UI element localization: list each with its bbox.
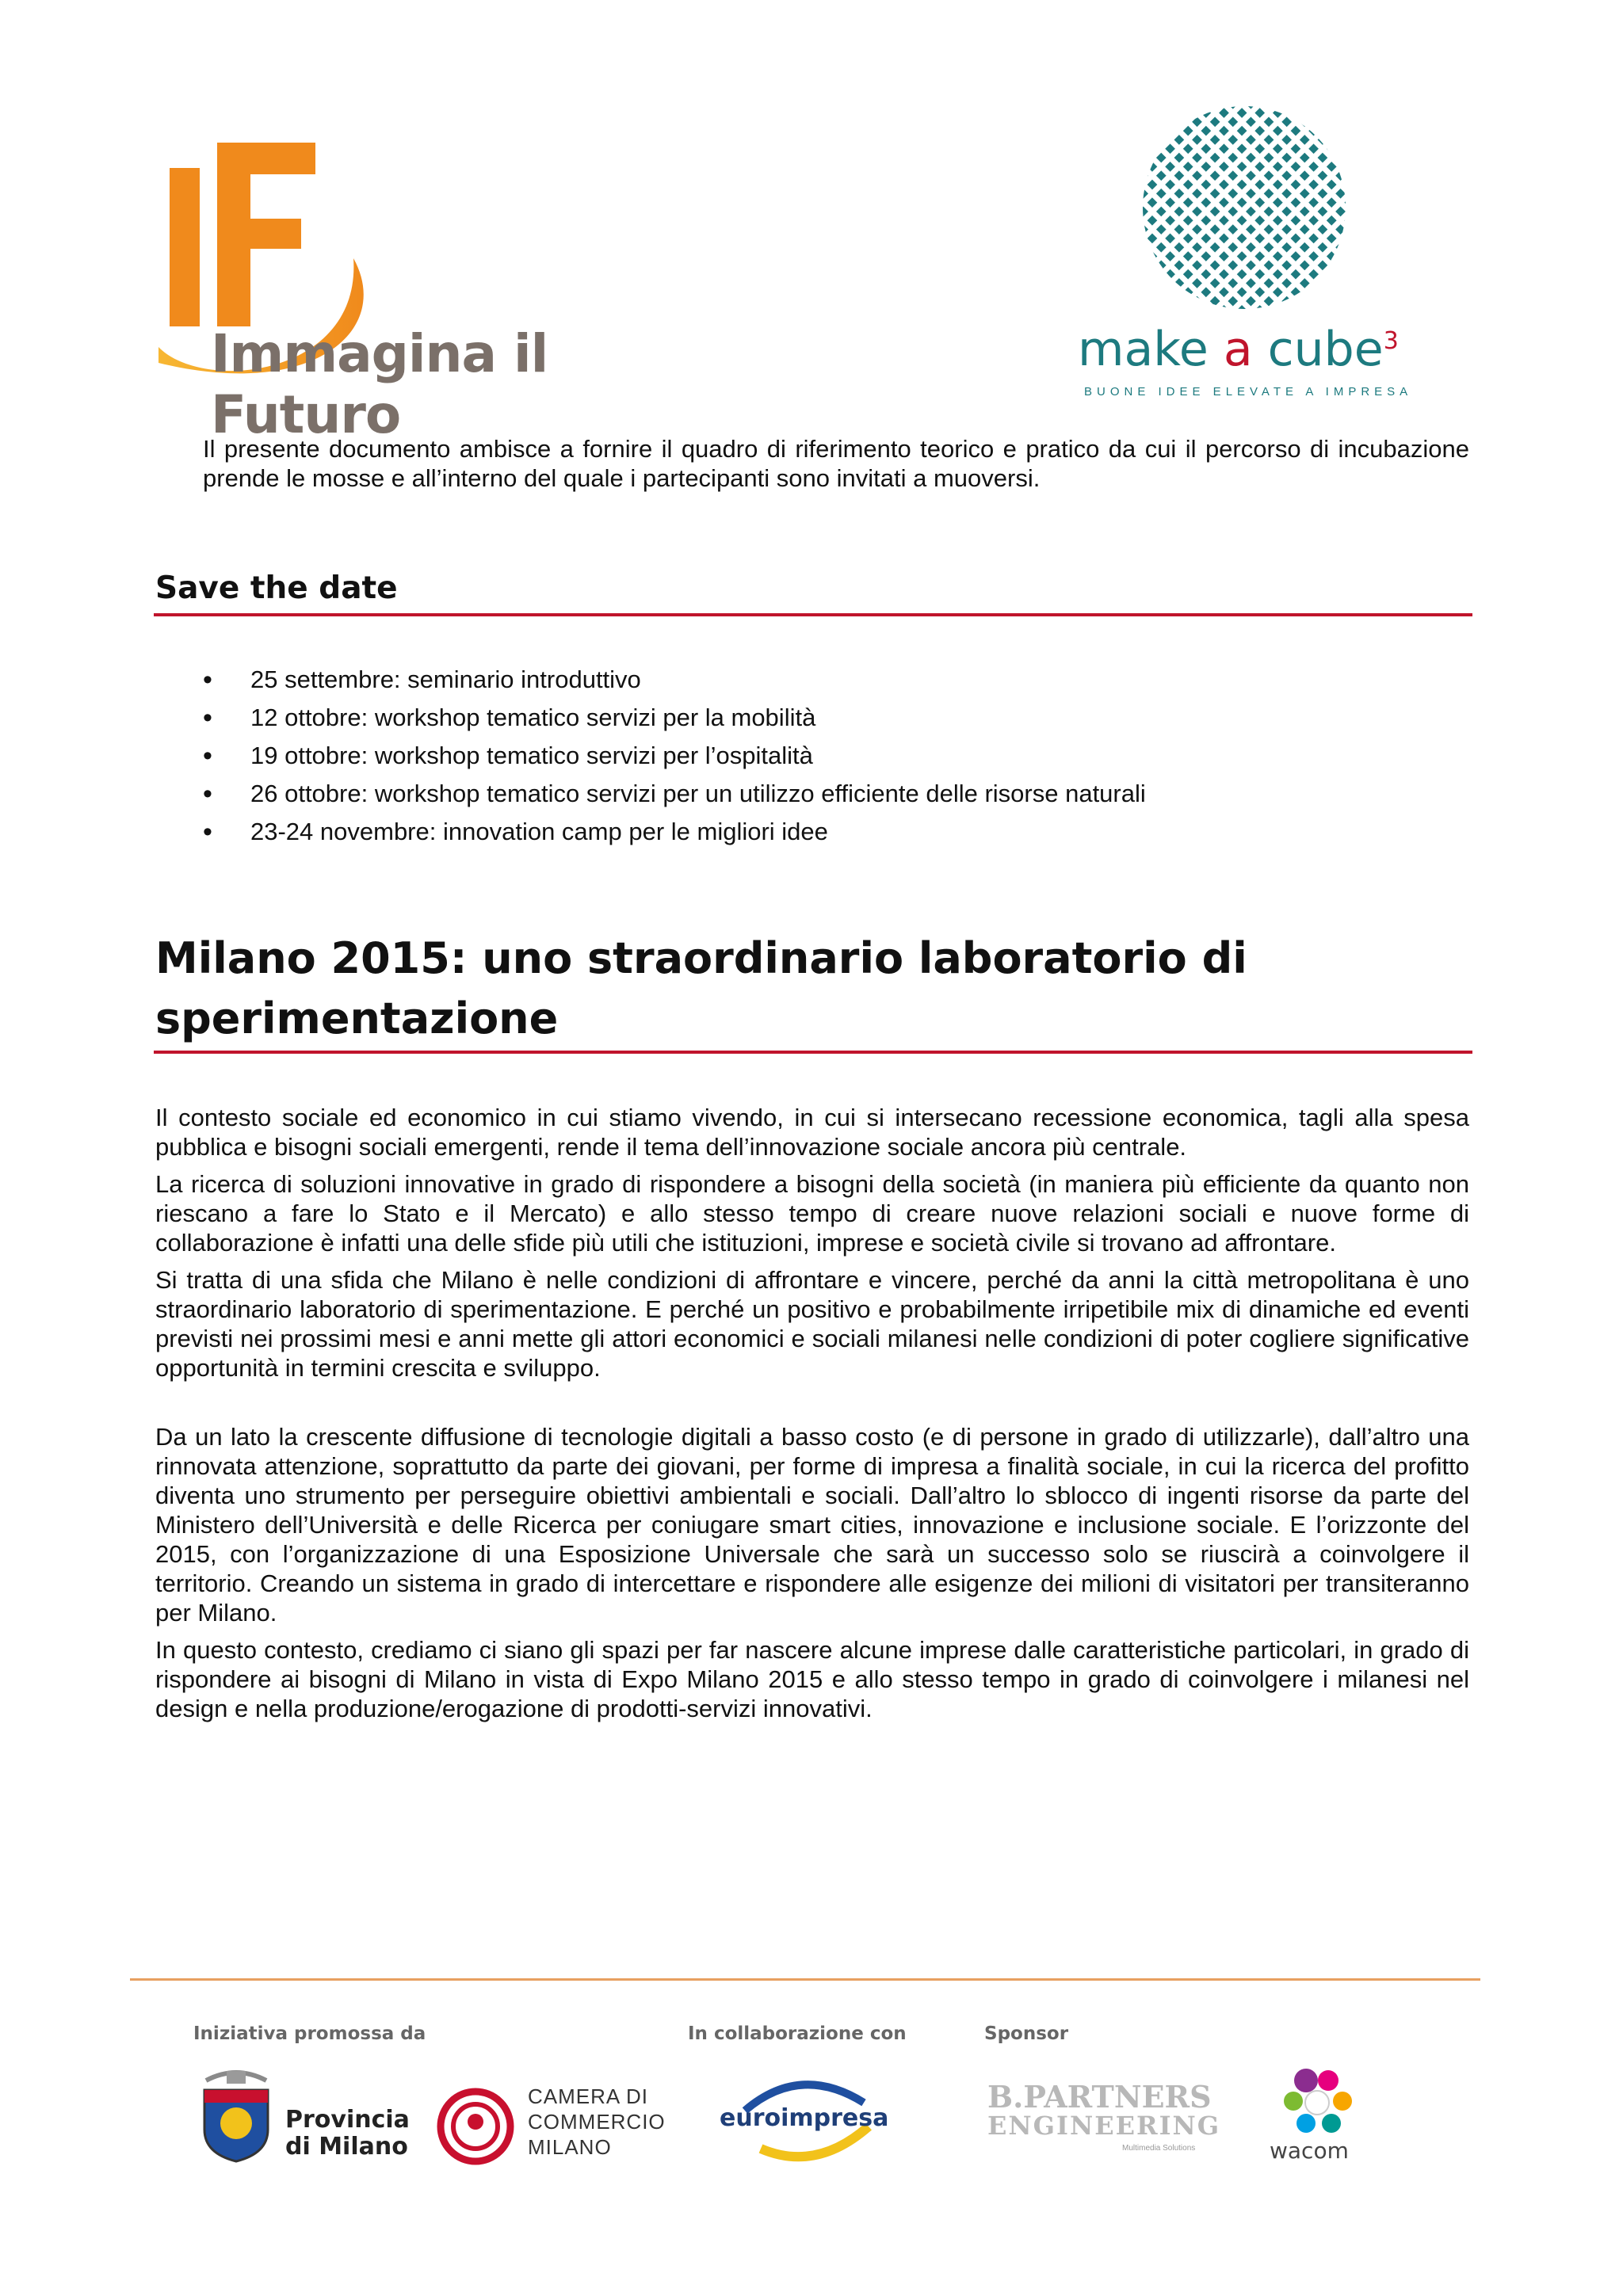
paragraph-1: Il contesto sociale ed economico in cui stiamo vivendo, in cui si intersecano recessione economica, tagli alla spesa pubblica e bisogni sociali emergenti, rende il tema dell’innovazione sociale ancora più centrale. — [155, 1104, 1469, 1161]
bpartners-line2: ENGINEERING — [987, 2111, 1221, 2141]
section-heading-line2: sperimentazione — [155, 994, 559, 1043]
footer-label-sponsor: Sponsor — [984, 2023, 1069, 2044]
list-item: • 25 settembre: seminario introduttivo — [203, 661, 1471, 699]
euroimpresa-logo — [713, 2071, 896, 2166]
list-item: • 19 ottobre: workshop tematico servizi per l’ospitalità — [203, 737, 1471, 775]
section-body — [155, 1103, 1469, 1723]
make-a-cube-logo — [1078, 97, 1450, 398]
cube-superscript: 3 — [1383, 327, 1399, 355]
paragraph-3: Si tratta di una sfida che Milano è nelle condizioni di affrontare e vincere, perché da anni la città metropolitana è uno straordinario laboratorio di sperimentazione. E perché un positivo e probabilmente irripetibile mix di dinamiche ed eventi previsti nei prossimi mesi e anni mette gli attori economici e sociali milanesi nelle condizioni di poter cogliere significative opportunità in termini crescita e sviluppo. — [155, 1266, 1469, 1382]
make-a-cube-name: make a cube$^3$ — [1078, 322, 1399, 377]
list-item: • 26 ottobre: workshop tematico servizi per un utilizzo efficiente delle risorse naturali — [203, 775, 1471, 813]
camera-line3: MILANO — [528, 2135, 612, 2159]
dates-list — [203, 661, 1471, 851]
wacom-name: wacom — [1270, 2138, 1349, 2164]
bpartners-line1: B.PARTNERS — [987, 2079, 1212, 2115]
footer-rule — [130, 1978, 1480, 1981]
provincia-di-milano-logo — [198, 2065, 412, 2168]
cube-sphere-graphic — [1125, 97, 1371, 318]
euroimpresa-name: euroimpresa — [720, 2104, 889, 2132]
wacom-logo — [1266, 2065, 1369, 2168]
save-the-date-rule — [154, 613, 1472, 616]
make-a-cube-tagline: BUONE IDEE ELEVATE A IMPRESA — [1084, 385, 1413, 399]
immagina-il-futuro-logo — [155, 139, 710, 445]
bpartners-logo — [987, 2079, 1225, 2166]
camera-line1: CAMERA DI — [528, 2084, 649, 2108]
camera-di-commercio-logo — [436, 2084, 674, 2171]
provincia-line1: Provincia — [285, 2106, 410, 2134]
list-item: • 23-24 novembre: innovation camp per le migliori idee — [203, 813, 1471, 851]
provincia-crest-icon — [198, 2065, 274, 2163]
wacom-dots-icon — [1274, 2065, 1361, 2136]
paragraph-4: Da un lato la crescente diffusione di tecnologie digitali a basso costo (e di persone in grado di utilizzarle), dall’altro una rinnovata attenzione, soprattutto da parte dei giovani, per forme di impresa a finalità sociale, in cui la ricerca del profitto diventa uno strumento per perseguire obiettivi ambientali e sociali. Dall’altro lo sblocco di ingenti risorse da parte del Ministero dell’Università e delle Ricerca per coniugare smart cities, innovazione e inclusione sociale. E l’orizzonte del 2015, con l’organizzazione di una Esposizione Universale che sarà un successo solo se riuscirà a coinvolgere il territorio. Creando un sistema in grado di intercettare e rispondere alle esigenze dei milioni di visitatori per transiteranno per Milano. — [155, 1423, 1469, 1627]
camera-line2: COMMERCIO — [528, 2110, 666, 2134]
provincia-line2: di Milano — [285, 2133, 408, 2161]
bpartners-sub: Multimedia Solutions — [1122, 2144, 1196, 2153]
paragraph-2: La ricerca di soluzioni innovative in grado di rispondere a bisogni della società (in maniera più efficiente da quanto non riescano a fare lo Stato e il Mercato) e allo stesso tempo di creare nuove relazioni sociali e nuove forme di collaborazione è infatti una delle sfide più utili che istituzioni, imprese e società civile si trovano ad affrontare. — [155, 1170, 1469, 1257]
paragraph-5: In questo contesto, crediamo ci siano gli spazi per far nascere alcune imprese dalle caratteristiche particolari, in grado di rispondere ai bisogni di Milano in vista di Expo Milano 2015 e allo stesso tempo in grado di coinvolgere i milanesi nel design e nella produzione/erogazione di prodotti-servizi innovativi. — [155, 1636, 1469, 1722]
section-heading — [155, 929, 1503, 1049]
save-the-date-heading: Save the date — [155, 570, 398, 606]
list-item: • 12 ottobre: workshop tematico servizi per la mobilità — [203, 699, 1471, 737]
if-tagline: Immagina il Futuro — [211, 323, 548, 445]
section-heading-line1: Milano 2015: uno straordinario laboratorio di — [155, 933, 1247, 983]
footer-label-collaboration: In collaborazione con — [688, 2023, 907, 2044]
intro-paragraph: Il presente documento ambisce a fornire il quadro di riferimento teorico e pratico da cui il percorso di incubazione prende le mosse e all’interno del quale i partecipanti sono invitati a muoversi. — [203, 435, 1469, 492]
camera-commercio-emblem-icon — [436, 2087, 515, 2166]
section-rule — [154, 1051, 1472, 1054]
footer-label-promoted: Iniziativa promossa da — [193, 2023, 426, 2044]
